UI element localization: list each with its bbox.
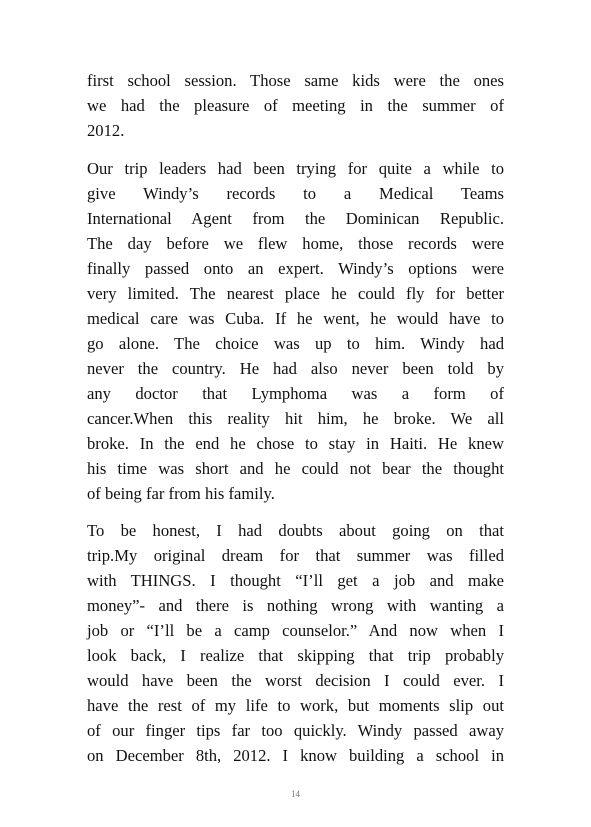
text-line: of being far from his family. [87,484,275,503]
text-line: would have been the worst decision I could ever. I [87,671,504,690]
text-line: first school session. Those same kids were the ones [87,71,504,90]
text-line: any doctor that Lymphoma was a form of [87,384,504,403]
text-line: look back, I realize that skipping that trip probably [87,646,504,665]
text-line: give Windy’s records to a Medical Teams [87,184,504,203]
text-line: finally passed onto an expert. Windy’s options were [87,259,504,278]
text-line: with THINGS. I thought “I’ll get a job and make [87,571,504,590]
text-line: cancer.When this reality hit him, he broke. We all [87,409,504,428]
text-line: never the country. He had also never been told by [87,359,504,378]
text-line: To be honest, I had doubts about going on that [87,521,504,540]
text-line: The day before we flew home, those records were [87,234,504,253]
text-line: of our finger tips far too quickly. Windy passed away [87,721,504,740]
paragraph-3 [87,518,504,768]
text-line: broke. In the end he chose to stay in Haiti. He knew [87,434,504,453]
text-line: on December 8th, 2012. I know building a school in [87,746,504,765]
text-line: have the rest of my life to work, but moments slip out [87,696,504,715]
page-number: 14 [291,789,300,799]
text-line: his time was short and he could not bear the thought [87,459,504,478]
paragraph-2 [87,156,504,506]
text-line: job or “I’ll be a camp counselor.” And now when I [87,621,504,640]
text-line: trip.My original dream for that summer was filled [87,546,504,565]
text-line: money”- and there is nothing wrong with wanting a [87,596,504,615]
text-line: 2012. [87,121,125,140]
paragraph-1 [87,68,504,143]
text-line: go alone. The choice was up to him. Windy had [87,334,504,353]
text-line: Our trip leaders had been trying for quite a while to [87,159,504,178]
text-line: medical care was Cuba. If he went, he would have to [87,309,504,328]
text-line: we had the pleasure of meeting in the summer of [87,96,504,115]
text-line: International Agent from the Dominican Republic. [87,209,504,228]
text-line: very limited. The nearest place he could fly for better [87,284,504,303]
